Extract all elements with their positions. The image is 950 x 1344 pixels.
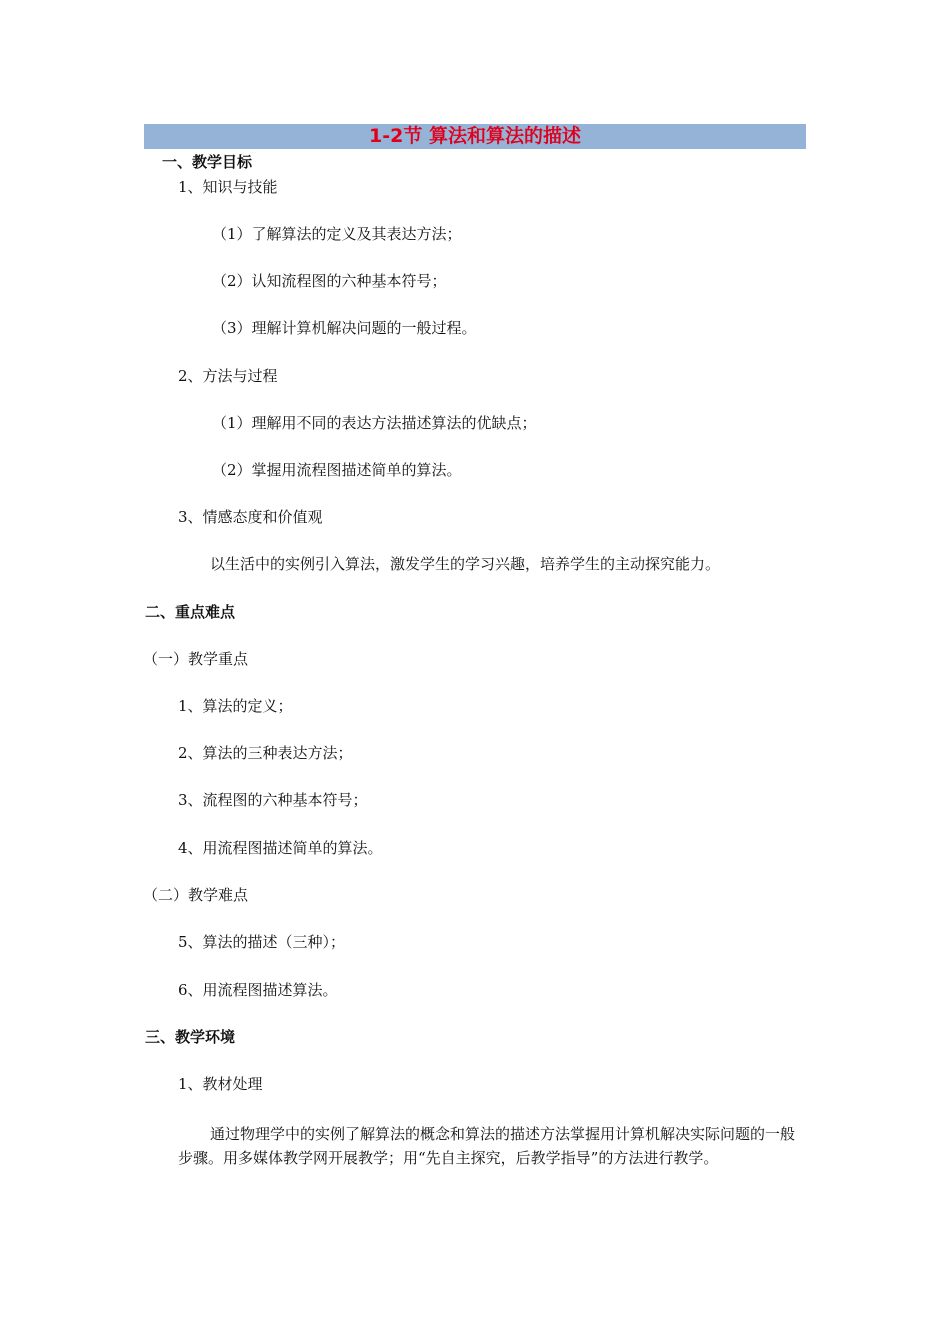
list-item: 1、算法的定义； bbox=[178, 697, 293, 715]
document-title: 1-2节 算法和算法的描述 bbox=[144, 124, 806, 149]
subheading-materials: 1、教材处理 bbox=[178, 1075, 263, 1093]
paragraph-attitude: 以生活中的实例引入算法，激发学生的学习兴趣，培养学生的主动探究能力。 bbox=[210, 555, 721, 573]
list-item: （2）掌握用流程图描述简单的算法。 bbox=[212, 461, 462, 479]
subheading-knowledge: 1、知识与技能 bbox=[178, 178, 278, 196]
list-item: 2、算法的三种表达方法； bbox=[178, 744, 353, 762]
list-item: 4、用流程图描述简单的算法。 bbox=[178, 839, 383, 857]
paragraph-materials: 通过物理学中的实例了解算法的概念和算法的描述方法掌握用计算机解决实际问题的一般步骤。用多媒体教学网开展教学；用“先自主探究，后教学指导”的方法进行教学。 bbox=[178, 1125, 796, 1167]
list-item: （1）理解用不同的表达方法描述算法的优缺点； bbox=[212, 414, 537, 432]
list-item: 6、用流程图描述算法。 bbox=[178, 981, 338, 999]
section-heading-objectives: 一、教学目标 bbox=[162, 153, 253, 171]
list-item: 5、算法的描述（三种）； bbox=[178, 933, 346, 951]
section-heading-key-points: 二、重点难点 bbox=[145, 603, 236, 621]
list-item: （1）了解算法的定义及其表达方法； bbox=[212, 225, 462, 243]
list-item: （3）理解计算机解决问题的一般过程。 bbox=[212, 319, 477, 337]
subheading-key: （一）教学重点 bbox=[143, 650, 249, 668]
subheading-method: 2、方法与过程 bbox=[178, 367, 278, 385]
list-item: （2）认知流程图的六种基本符号； bbox=[212, 272, 447, 290]
section-heading-environment: 三、教学环境 bbox=[145, 1028, 236, 1046]
subheading-difficult: （二）教学难点 bbox=[143, 886, 249, 904]
list-item: 3、流程图的六种基本符号； bbox=[178, 791, 368, 809]
subheading-attitude: 3、情感态度和价值观 bbox=[178, 508, 323, 526]
